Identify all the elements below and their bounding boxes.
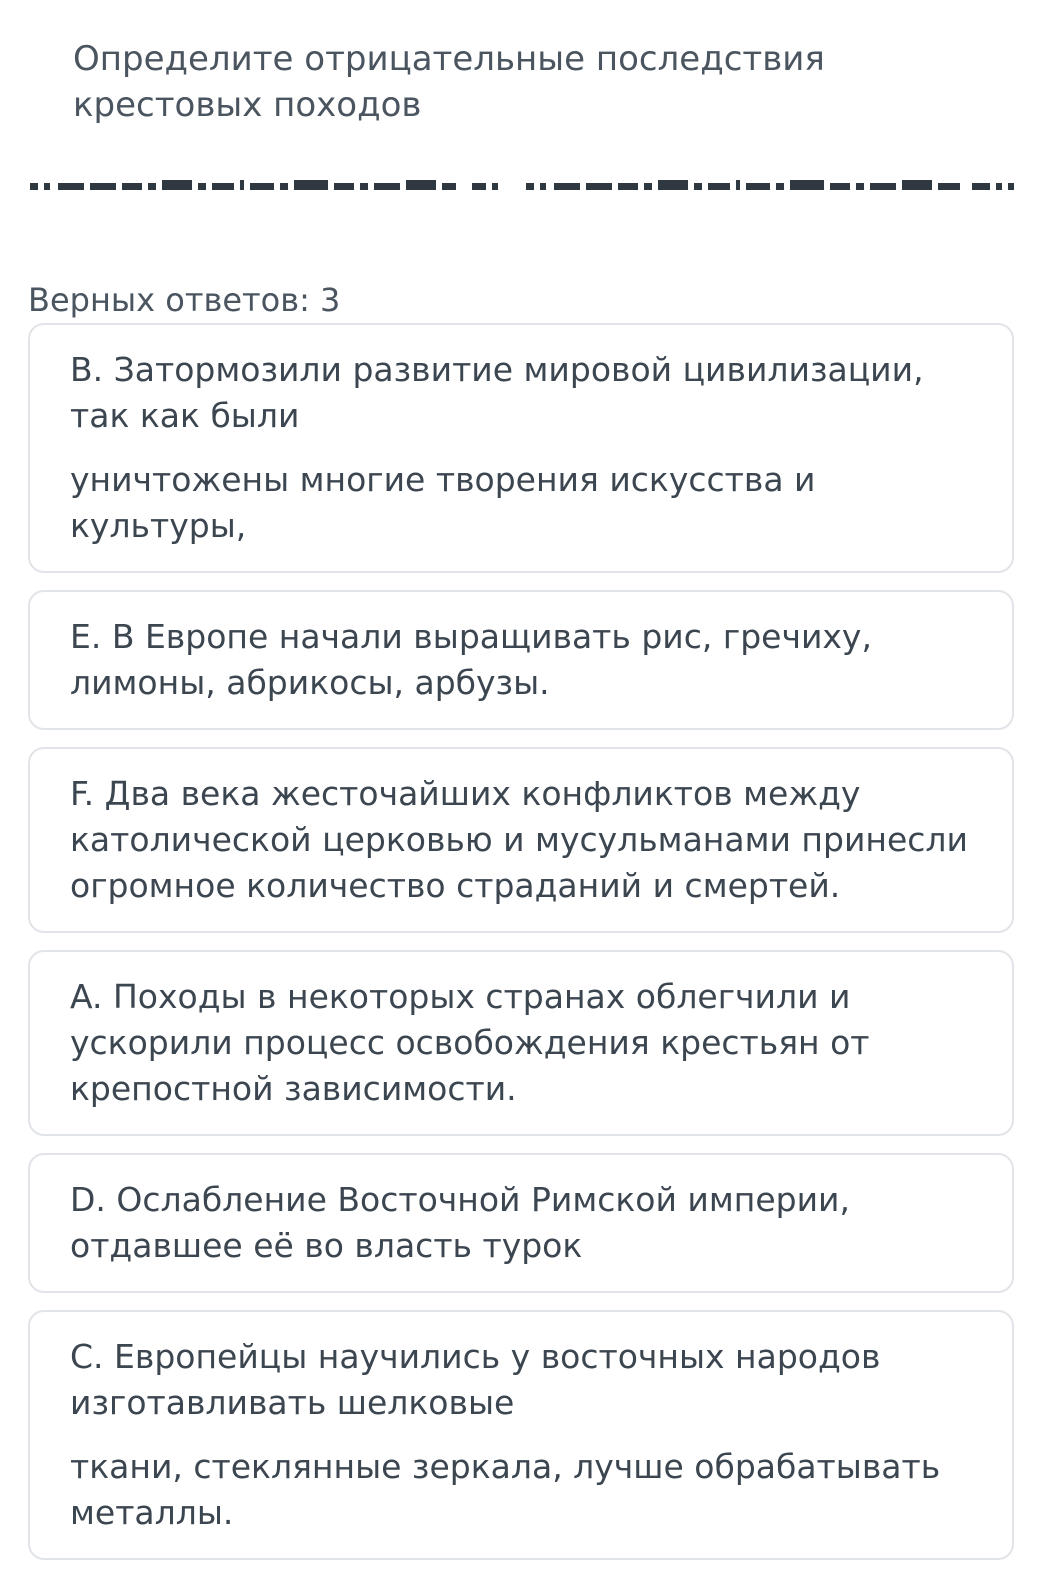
answer-option-text: A. Походы в некоторых странах облегчили и ускорили процесс освобождения крестьян от крепостной зависимости. (70, 977, 870, 1108)
answer-option-text: ткани, стеклянные зеркала, лучше обрабатывать металлы. (70, 1447, 941, 1532)
answer-option-text: D. Ослабление Восточной Римской империи, отдавшее её во власть турок (70, 1180, 850, 1265)
answer-option-text: B. Затормозили развитие мировой цивилизации, так как были (70, 350, 924, 435)
dashed-line (30, 180, 1014, 190)
answer-option-b[interactable] (28, 323, 1014, 573)
question-text: Определите отрицательные последствия крестовых походов (73, 39, 825, 125)
answer-option-e[interactable] (28, 590, 1014, 730)
answer-options-list (28, 323, 1014, 1577)
answer-option-f[interactable] (28, 747, 1014, 933)
answer-option-text: E. В Европе начали выращивать рис, гречиху, лимоны, абрикосы, арбузы. (70, 617, 872, 702)
answer-option-text: C. Европейцы научились у восточных народов изготавливать шелковые (70, 1337, 881, 1422)
answer-option-text: F. Два века жесточайших конфликтов между католической церковью и мусульманами принесли огромное количество страданий и смертей. (70, 774, 968, 905)
drop-zone-divider (30, 180, 1014, 192)
answer-option-text: уничтожены многие творения искусства и культуры, (70, 460, 816, 545)
correct-answers-count: Верных ответов: 3 (28, 281, 341, 319)
answer-option-d[interactable] (28, 1153, 1014, 1293)
answer-option-c[interactable] (28, 1310, 1014, 1560)
answer-option-a[interactable] (28, 950, 1014, 1136)
